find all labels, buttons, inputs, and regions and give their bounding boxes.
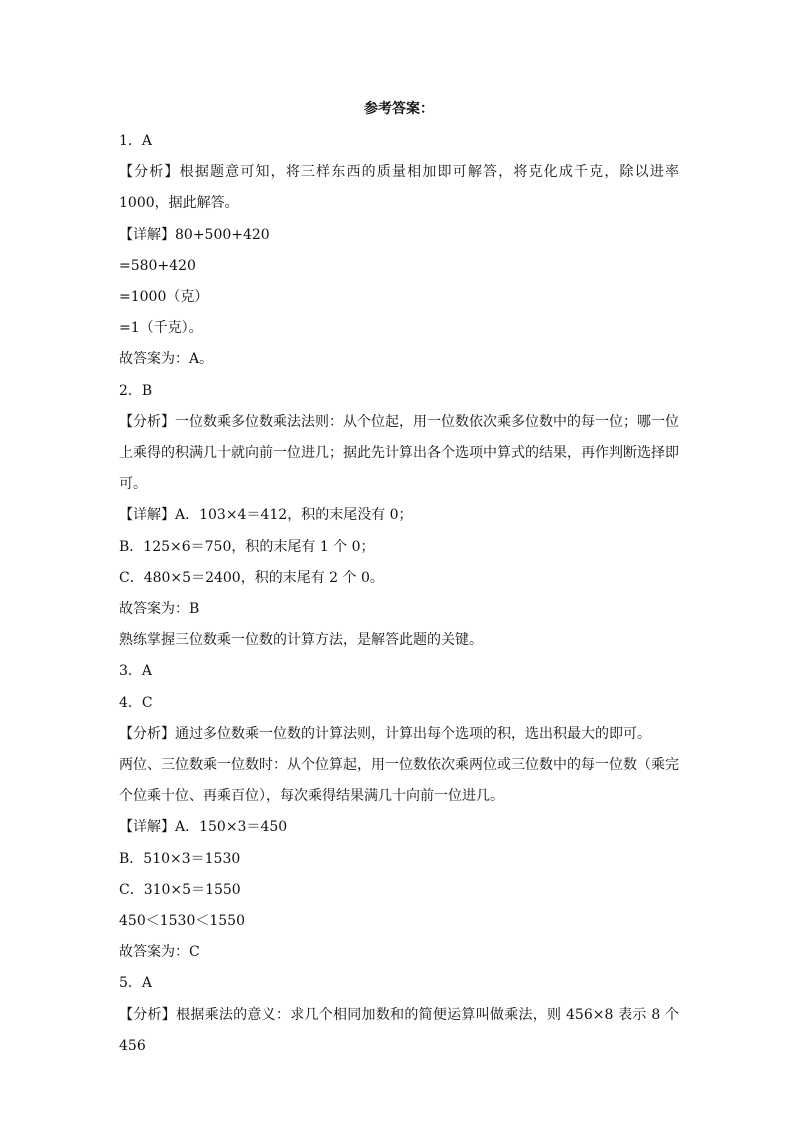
answer-4-number: 4．C [119, 694, 153, 711]
answer-2-detail-c: C．480×5＝2400，积的末尾有 2 个 0。 [119, 569, 384, 586]
answer-2-number: 2．B [119, 382, 153, 399]
answer-4-detail-a: 【详解】A．150×3＝450 [119, 819, 288, 836]
answer-4-rule: 两位、三位数乘一位数时：从个位算起，用一位数依次乘两位或三位数中的每一位数（乘完个位乘十位、再乘百位），每次乘得结果满几十向前一位进几。 [119, 757, 679, 805]
answer-4-analysis: 【分析】通过多位数乘一位数的计算法则，计算出每个选项的积，选出积最大的即可。 [119, 725, 651, 742]
answer-4-detail-b: B．510×3＝1530 [119, 850, 241, 867]
answer-1-step-2: =1000（克） [119, 289, 209, 306]
answer-1-conclusion: 故答案为：A。 [119, 351, 214, 368]
page-title: 参考答案： [364, 101, 434, 117]
answer-5-analysis: 【分析】根据乘法的意义：求几个相同加数和的简便运算叫做乘法，则 456×8 表示 8 个 456 [119, 1006, 679, 1054]
answer-2-detail-b: B．125×6＝750，积的末尾有 1 个 0； [119, 538, 375, 555]
answer-1-number: 1．A [119, 133, 153, 149]
answer-4-conclusion: 故答案为：C [119, 944, 200, 961]
answer-2-analysis: 【分析】一位数乘多位数乘法法则：从个位起，用一位数依次乘多位数中的每一位；哪一位上乘得的积满几十就向前一位进几；据此先计算出各个选项中算式的结果，再作判断选择即可。 [119, 413, 679, 493]
answer-1-analysis: 【分析】根据题意可知，将三样东西的质量相加即可解答，将克化成千克，除以进率 1000，据此解答。 [119, 164, 679, 212]
answer-2-note: 熟练掌握三位数乘一位数的计算方法，是解答此题的关键。 [119, 632, 483, 649]
answer-5-number: 5．A [119, 975, 153, 992]
answer-1-step-3: =1（千克）。 [119, 320, 203, 337]
answer-document [119, 96, 679, 1062]
answer-1-detail: 【详解】80+500+420 [119, 226, 270, 243]
answer-4-comparison: 450＜1530＜1550 [119, 913, 245, 930]
answer-1-step-1: =580+420 [119, 257, 196, 274]
answer-2-detail-a: 【详解】A．103×4＝412，积的末尾没有 0； [119, 507, 413, 524]
answer-2-conclusion: 故答案为：B [119, 601, 200, 618]
answer-4-detail-c: C．310×5＝1550 [119, 881, 241, 898]
answer-3-number: 3．A [119, 663, 153, 680]
